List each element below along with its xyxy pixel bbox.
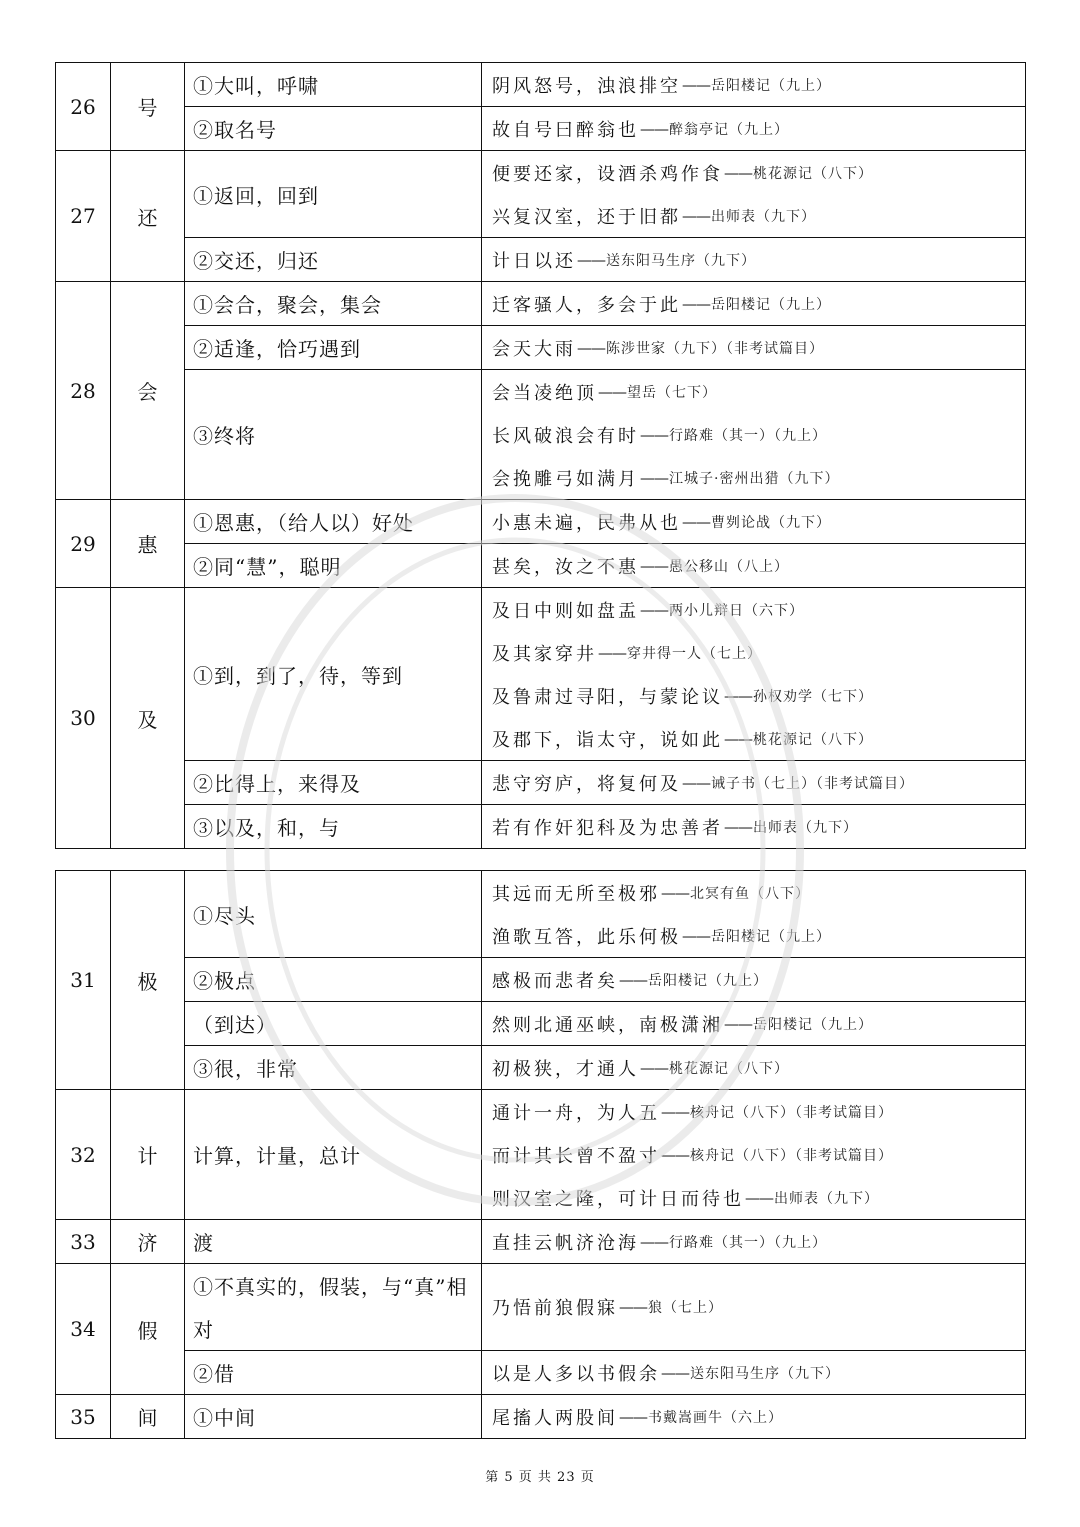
example-line bbox=[492, 1133, 1025, 1176]
example-text: 迁客骚人，多会于此 bbox=[492, 294, 681, 316]
sense-meaning-cell bbox=[185, 1002, 482, 1046]
examples-cell bbox=[482, 958, 1026, 1002]
table-row bbox=[56, 107, 1026, 151]
example-source: 书戴嵩画牛（六上） bbox=[648, 1409, 783, 1426]
sense-meaning: ③很，非常 bbox=[193, 1057, 298, 1081]
example-source: 出师表（九下） bbox=[774, 1190, 879, 1207]
sense-meaning: ②交还，归还 bbox=[193, 249, 319, 273]
example-line bbox=[492, 456, 1025, 499]
example-line bbox=[492, 1090, 1025, 1133]
example-dash: —— bbox=[682, 294, 710, 313]
example-line bbox=[492, 413, 1025, 456]
example-source: 愚公移山（八上） bbox=[669, 558, 789, 575]
sense-meaning-cell bbox=[185, 151, 482, 238]
entry-number: 28 bbox=[56, 282, 111, 500]
sense-meaning-cell bbox=[185, 1395, 482, 1439]
table-row bbox=[56, 1264, 1026, 1351]
example-text: 初极狭，才通人 bbox=[492, 1058, 639, 1080]
sense-meaning: ③以及，和，与 bbox=[193, 816, 340, 840]
sense-meaning-cell bbox=[185, 1090, 482, 1220]
table-row bbox=[56, 1002, 1026, 1046]
example-source: 岳阳楼记（九上） bbox=[711, 77, 831, 94]
example-line bbox=[492, 588, 1025, 631]
examples-cell bbox=[482, 1395, 1026, 1439]
table-row bbox=[56, 1395, 1026, 1439]
example-source: 核舟记（八下）（非考试篇目） bbox=[690, 1104, 893, 1121]
example-text: 而计其长曾不盈寸 bbox=[492, 1145, 660, 1167]
sense-meaning: （到达） bbox=[193, 1013, 277, 1037]
example-line bbox=[492, 500, 1025, 543]
entry-character: 还 bbox=[111, 151, 185, 282]
example-line bbox=[492, 544, 1025, 587]
example-text: 兴复汉室，还于旧都 bbox=[492, 206, 681, 228]
examples-cell bbox=[482, 151, 1026, 238]
sense-meaning: ②同“慧”，聪明 bbox=[193, 555, 342, 579]
example-source: 曹刿论战（九下） bbox=[711, 514, 831, 531]
entry-character: 及 bbox=[111, 588, 185, 849]
entry-character: 假 bbox=[111, 1264, 185, 1395]
example-line bbox=[492, 194, 1025, 237]
table-row bbox=[56, 151, 1026, 238]
sense-meaning: ①不真实的，假装，与“真”相 bbox=[193, 1275, 468, 1299]
examples-cell bbox=[482, 544, 1026, 588]
page-footer: 第 5 页 共 23 页 bbox=[485, 1470, 595, 1485]
example-dash: —— bbox=[682, 926, 710, 945]
example-dash: —— bbox=[598, 643, 626, 662]
table-row bbox=[56, 370, 1026, 500]
example-text: 及日中则如盘盂 bbox=[492, 600, 639, 622]
example-source: 江城子·密州出猎（九下） bbox=[669, 470, 840, 487]
vocab-table-1 bbox=[55, 62, 1026, 849]
example-dash: —— bbox=[724, 686, 752, 705]
examples-cell bbox=[482, 282, 1026, 326]
example-source: 岳阳楼记（九上） bbox=[753, 1016, 873, 1033]
example-dash: —— bbox=[640, 468, 668, 487]
example-dash: —— bbox=[661, 1145, 689, 1164]
entry-character: 惠 bbox=[111, 500, 185, 588]
example-dash: —— bbox=[682, 773, 710, 792]
example-dash: —— bbox=[682, 206, 710, 225]
examples-cell bbox=[482, 1264, 1026, 1351]
entry-number: 29 bbox=[56, 500, 111, 588]
example-dash: —— bbox=[661, 1102, 689, 1121]
example-line bbox=[492, 914, 1025, 957]
sense-meaning: ②极点 bbox=[193, 969, 256, 993]
example-source: 核舟记（八下）（非考试篇目） bbox=[690, 1147, 893, 1164]
example-dash: —— bbox=[640, 425, 668, 444]
example-text: 感极而悲者矣 bbox=[492, 970, 618, 992]
example-text: 则汉室之隆，可计日而待也 bbox=[492, 1188, 744, 1210]
example-source: 两小儿辩日（六下） bbox=[669, 602, 804, 619]
sense-meaning-cell bbox=[185, 1264, 482, 1351]
table-row bbox=[56, 238, 1026, 282]
examples-cell bbox=[482, 805, 1026, 849]
example-dash: —— bbox=[661, 1363, 689, 1382]
example-text: 其远而无所至极邪 bbox=[492, 883, 660, 905]
example-text: 便要还家，设酒杀鸡作食 bbox=[492, 163, 723, 185]
entry-character: 计 bbox=[111, 1090, 185, 1220]
example-source: 送东阳马生序（九下） bbox=[606, 252, 756, 269]
example-text: 尾搐人两股间 bbox=[492, 1407, 618, 1429]
examples-cell bbox=[482, 1351, 1026, 1395]
examples-cell bbox=[482, 326, 1026, 370]
sense-meaning: ②取名号 bbox=[193, 118, 277, 142]
example-line bbox=[492, 1002, 1025, 1045]
example-dash: —— bbox=[619, 1298, 647, 1316]
example-line bbox=[492, 1046, 1025, 1089]
table-row bbox=[56, 871, 1026, 958]
example-text: 以是人多以书假余 bbox=[492, 1363, 660, 1385]
example-dash: —— bbox=[724, 729, 752, 748]
example-line bbox=[492, 717, 1025, 760]
entry-number: 35 bbox=[56, 1395, 111, 1439]
example-source: 出师表（九下） bbox=[711, 208, 816, 225]
example-source: 送东阳马生序（九下） bbox=[690, 1365, 840, 1382]
example-dash: —— bbox=[745, 1188, 773, 1207]
example-source: 岳阳楼记（九上） bbox=[648, 972, 768, 989]
sense-meaning-cell bbox=[185, 500, 482, 544]
example-text: 长风破浪会有时 bbox=[492, 425, 639, 447]
example-source: 桃花源记（八下） bbox=[669, 1060, 789, 1077]
example-text: 会当凌绝顶 bbox=[492, 382, 597, 404]
examples-cell bbox=[482, 370, 1026, 500]
example-line bbox=[492, 1264, 1025, 1350]
sense-meaning: ③终将 bbox=[193, 424, 256, 448]
entry-character: 号 bbox=[111, 63, 185, 151]
examples-cell bbox=[482, 1090, 1026, 1220]
example-source: 岳阳楼记（九上） bbox=[711, 296, 831, 313]
example-line bbox=[492, 151, 1025, 194]
examples-cell bbox=[482, 1220, 1026, 1264]
example-source: 桃花源记（八下） bbox=[753, 731, 873, 748]
sense-meaning: ①大叫，呼啸 bbox=[193, 74, 319, 98]
sense-meaning: ②适逢，恰巧遇到 bbox=[193, 337, 361, 361]
example-line bbox=[492, 1220, 1025, 1263]
sense-meaning-cell bbox=[185, 107, 482, 151]
example-text: 会挽雕弓如满月 bbox=[492, 468, 639, 490]
example-line bbox=[492, 1176, 1025, 1219]
example-text: 计日以还 bbox=[492, 250, 576, 272]
entry-character: 会 bbox=[111, 282, 185, 500]
example-dash: —— bbox=[640, 1232, 668, 1251]
example-text: 及其家穿井 bbox=[492, 643, 597, 665]
table-row bbox=[56, 63, 1026, 107]
sense-meaning-cell bbox=[185, 544, 482, 588]
example-source: 孙权劝学（七下） bbox=[753, 688, 873, 705]
example-dash: —— bbox=[577, 250, 605, 269]
example-text: 然则北通巫峡，南极潇湘 bbox=[492, 1014, 723, 1036]
example-source: 醉翁亭记（九上） bbox=[669, 121, 789, 138]
sense-meaning-cell bbox=[185, 871, 482, 958]
example-line bbox=[492, 238, 1025, 281]
examples-cell bbox=[482, 1046, 1026, 1090]
example-text: 乃悟前狼假寐 bbox=[492, 1298, 618, 1319]
example-text: 悲守穷庐，将复何及 bbox=[492, 773, 681, 795]
table-row bbox=[56, 761, 1026, 805]
examples-cell bbox=[482, 63, 1026, 107]
example-source: 诫子书（七上）（非考试篇目） bbox=[711, 775, 914, 792]
entry-character: 极 bbox=[111, 871, 185, 1090]
example-dash: —— bbox=[640, 119, 668, 138]
vocab-table-2 bbox=[55, 870, 1026, 1439]
entry-number: 30 bbox=[56, 588, 111, 849]
table-row bbox=[56, 958, 1026, 1002]
table-2-body bbox=[56, 871, 1026, 1439]
example-dash: —— bbox=[577, 338, 605, 357]
example-dash: —— bbox=[640, 600, 668, 619]
example-dash: —— bbox=[682, 512, 710, 531]
entry-number: 31 bbox=[56, 871, 111, 1090]
sense-meaning: ①返回，回到 bbox=[193, 183, 319, 208]
entry-character: 间 bbox=[111, 1395, 185, 1439]
example-source: 行路难（其一）（九上） bbox=[669, 1234, 827, 1251]
table-row bbox=[56, 1351, 1026, 1395]
sense-meaning: 计算，计量，总计 bbox=[193, 1144, 361, 1168]
example-source: 狼（七上） bbox=[648, 1300, 723, 1316]
table-row bbox=[56, 1046, 1026, 1090]
example-dash: —— bbox=[619, 970, 647, 989]
examples-cell bbox=[482, 500, 1026, 544]
example-source: 望岳（七下） bbox=[627, 384, 717, 401]
example-text: 故自号曰醉翁也 bbox=[492, 119, 639, 141]
examples-cell bbox=[482, 871, 1026, 958]
table-row bbox=[56, 1220, 1026, 1264]
example-line bbox=[492, 674, 1025, 717]
entry-number: 26 bbox=[56, 63, 111, 151]
example-line bbox=[492, 805, 1025, 848]
example-text: 及鲁肃过寻阳，与蒙论议 bbox=[492, 686, 723, 708]
sense-meaning-cell bbox=[185, 958, 482, 1002]
sense-meaning: 渡 bbox=[193, 1231, 214, 1255]
sense-meaning: ②借 bbox=[193, 1362, 235, 1386]
table-1-body bbox=[56, 63, 1026, 849]
sense-meaning-cell bbox=[185, 761, 482, 805]
example-dash: —— bbox=[724, 1014, 752, 1033]
example-source: 桃花源记（八下） bbox=[753, 165, 873, 182]
table-row bbox=[56, 1090, 1026, 1220]
sense-meaning: ①到，到了，待，等到 bbox=[193, 663, 403, 688]
example-dash: —— bbox=[661, 883, 689, 902]
example-source: 出师表（九下） bbox=[753, 819, 858, 836]
sense-meaning-cell bbox=[185, 326, 482, 370]
example-text: 及郡下，诣太守，说如此 bbox=[492, 729, 723, 751]
sense-meaning-cell bbox=[185, 282, 482, 326]
example-line bbox=[492, 1351, 1025, 1394]
sense-meaning: 对 bbox=[193, 1318, 214, 1342]
sense-meaning-cell bbox=[185, 1046, 482, 1090]
sense-meaning-cell bbox=[185, 63, 482, 107]
example-source: 行路难（其一）（九上） bbox=[669, 427, 827, 444]
sense-meaning: ①中间 bbox=[193, 1406, 256, 1430]
example-line bbox=[492, 958, 1025, 1001]
examples-cell bbox=[482, 107, 1026, 151]
example-text: 小惠未遍，民弗从也 bbox=[492, 512, 681, 534]
example-dash: —— bbox=[640, 1058, 668, 1077]
example-line bbox=[492, 761, 1025, 804]
example-line bbox=[492, 1395, 1025, 1438]
example-line bbox=[492, 282, 1025, 325]
example-source: 北冥有鱼（八下） bbox=[690, 885, 810, 902]
sense-meaning: ①会合，聚会，集会 bbox=[193, 293, 382, 317]
entry-character: 济 bbox=[111, 1220, 185, 1264]
example-dash: —— bbox=[724, 817, 752, 836]
example-text: 渔歌互答，此乐何极 bbox=[492, 926, 681, 948]
example-line bbox=[492, 326, 1025, 369]
example-line bbox=[492, 370, 1025, 413]
examples-cell bbox=[482, 1002, 1026, 1046]
example-text: 甚矣，汝之不惠 bbox=[492, 556, 639, 578]
entry-number: 32 bbox=[56, 1090, 111, 1220]
example-line bbox=[492, 107, 1025, 150]
example-dash: —— bbox=[640, 556, 668, 575]
example-dash: —— bbox=[619, 1407, 647, 1426]
entry-number: 33 bbox=[56, 1220, 111, 1264]
examples-cell bbox=[482, 588, 1026, 761]
example-text: 阴风怒号，浊浪排空 bbox=[492, 75, 681, 97]
example-dash: —— bbox=[682, 75, 710, 94]
example-text: 会天大雨 bbox=[492, 338, 576, 360]
table-row bbox=[56, 500, 1026, 544]
example-dash: —— bbox=[598, 382, 626, 401]
example-line bbox=[492, 631, 1025, 674]
entry-number: 34 bbox=[56, 1264, 111, 1395]
sense-meaning-cell bbox=[185, 370, 482, 500]
sense-meaning: ①尽头 bbox=[193, 903, 256, 928]
example-source: 穿井得一人（七上） bbox=[627, 645, 762, 662]
table-row bbox=[56, 588, 1026, 761]
example-source: 岳阳楼记（九上） bbox=[711, 928, 831, 945]
sense-meaning: ②比得上，来得及 bbox=[193, 772, 361, 796]
sense-meaning-cell bbox=[185, 805, 482, 849]
example-text: 直挂云帆济沧海 bbox=[492, 1232, 639, 1254]
example-text: 若有作奸犯科及为忠善者 bbox=[492, 817, 723, 839]
table-row bbox=[56, 544, 1026, 588]
sense-meaning-cell bbox=[185, 238, 482, 282]
table-row bbox=[56, 805, 1026, 849]
entry-number: 27 bbox=[56, 151, 111, 282]
examples-cell bbox=[482, 761, 1026, 805]
table-row bbox=[56, 282, 1026, 326]
example-source: 陈涉世家（九下）（非考试篇目） bbox=[606, 340, 824, 357]
example-line bbox=[492, 871, 1025, 914]
table-row bbox=[56, 326, 1026, 370]
example-text: 通计一舟，为人五 bbox=[492, 1102, 660, 1124]
example-line bbox=[492, 63, 1025, 106]
sense-meaning-cell bbox=[185, 588, 482, 761]
sense-meaning-cell bbox=[185, 1220, 482, 1264]
example-dash: —— bbox=[724, 163, 752, 182]
sense-meaning-cell bbox=[185, 1351, 482, 1395]
sense-meaning: ①恩惠，（给人以）好处 bbox=[193, 511, 414, 535]
examples-cell bbox=[482, 238, 1026, 282]
